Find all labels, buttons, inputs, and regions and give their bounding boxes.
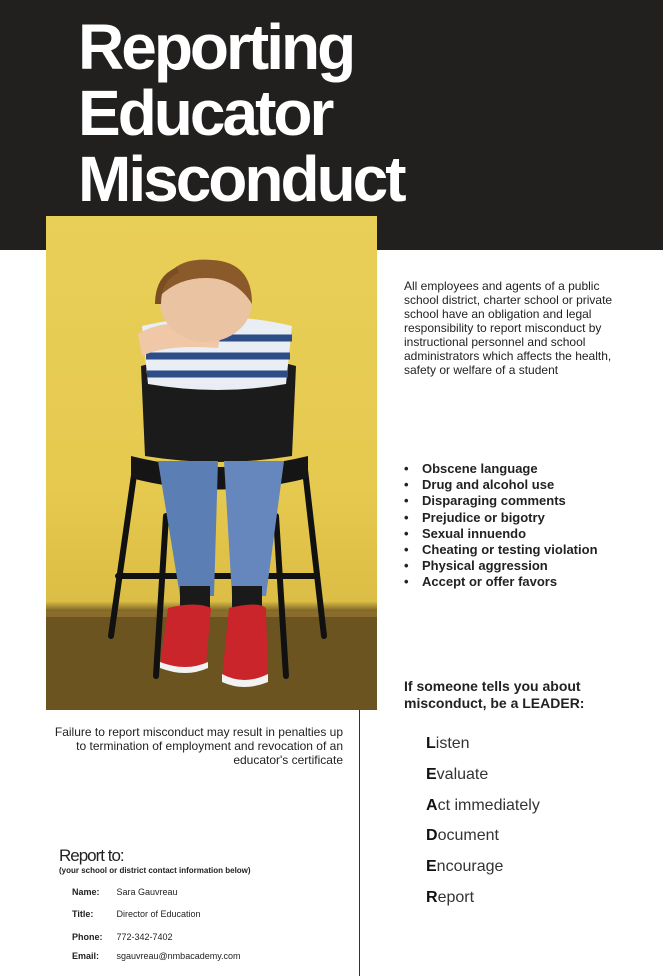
phone-value: 772-342-7402 <box>116 932 173 942</box>
penalty-paragraph: Failure to report misconduct may result in penalties up to termination of employment and revocation of an educator's certificate <box>54 725 343 767</box>
contact-email-row <box>72 951 241 961</box>
contact-name-row <box>72 887 178 897</box>
title-line-2: Educator <box>78 77 332 149</box>
title-line-1: Reporting <box>78 11 354 83</box>
intro-paragraph: All employees and agents of a public school district, charter school or private school have an obligation and legal responsibility to report misconduct by instructional personnel and school administrators which affects the health, safety or welfare of a student <box>404 279 613 377</box>
contact-phone-row <box>72 932 173 942</box>
leader-step-initial: A <box>426 796 438 814</box>
leader-step-initial: R <box>426 888 438 906</box>
report-to-heading: Report to: <box>59 846 124 865</box>
leader-step-initial: E <box>426 858 437 876</box>
list-item: • Physical aggression <box>404 558 598 574</box>
leader-list <box>426 734 540 919</box>
name-value: Sara Gauvreau <box>116 887 178 897</box>
list-item: • Cheating or testing violation <box>404 542 598 558</box>
leader-step-rest: isten <box>435 735 470 752</box>
leader-step <box>426 796 540 827</box>
page-title <box>78 11 404 215</box>
leader-step-rest: ncourage <box>436 858 504 876</box>
leader-step <box>426 765 540 796</box>
report-to-note: (your school or district contact information below) <box>59 866 251 875</box>
leader-step-initial: D <box>426 827 438 845</box>
email-value: sgauvreau@nmbacademy.com <box>116 951 241 961</box>
boy-on-chair-photo <box>46 216 377 710</box>
list-item: • Drug and alcohol use <box>404 477 598 493</box>
contact-title-row <box>72 909 201 919</box>
leader-step-rest: valuate <box>436 765 489 783</box>
right-sneaker <box>222 605 268 684</box>
misconduct-list <box>404 461 598 591</box>
leader-heading: If someone tells you about misconduct, be a LEADER: <box>404 678 585 711</box>
leader-step-initial: E <box>426 765 437 783</box>
list-item: • Disparaging comments <box>404 493 598 509</box>
leader-step-rest: ct immediately <box>437 796 540 814</box>
leader-step <box>426 857 540 888</box>
title-label: Title: <box>72 909 94 919</box>
list-item: • Obscene language <box>404 461 598 477</box>
leader-step-rest: eport <box>437 888 475 906</box>
phone-label: Phone: <box>72 932 103 942</box>
list-item: • Sexual innuendo <box>404 526 598 542</box>
list-item: • Prejudice or bigotry <box>404 510 598 526</box>
left-sneaker <box>160 605 211 670</box>
title-line-3: Misconduct <box>78 143 404 215</box>
name-label: Name: <box>72 887 100 897</box>
photo-illustration <box>46 216 377 710</box>
email-label: Email: <box>72 951 100 961</box>
leader-step-rest: ocument <box>437 827 499 845</box>
column-divider <box>359 710 360 976</box>
floor <box>46 611 377 710</box>
leader-step <box>426 888 540 919</box>
leader-step <box>426 734 540 765</box>
leader-step-initial: L <box>426 735 436 752</box>
title-value: Director of Education <box>116 909 201 919</box>
leader-step <box>426 826 540 857</box>
list-item: • Accept or offer favors <box>404 574 598 590</box>
